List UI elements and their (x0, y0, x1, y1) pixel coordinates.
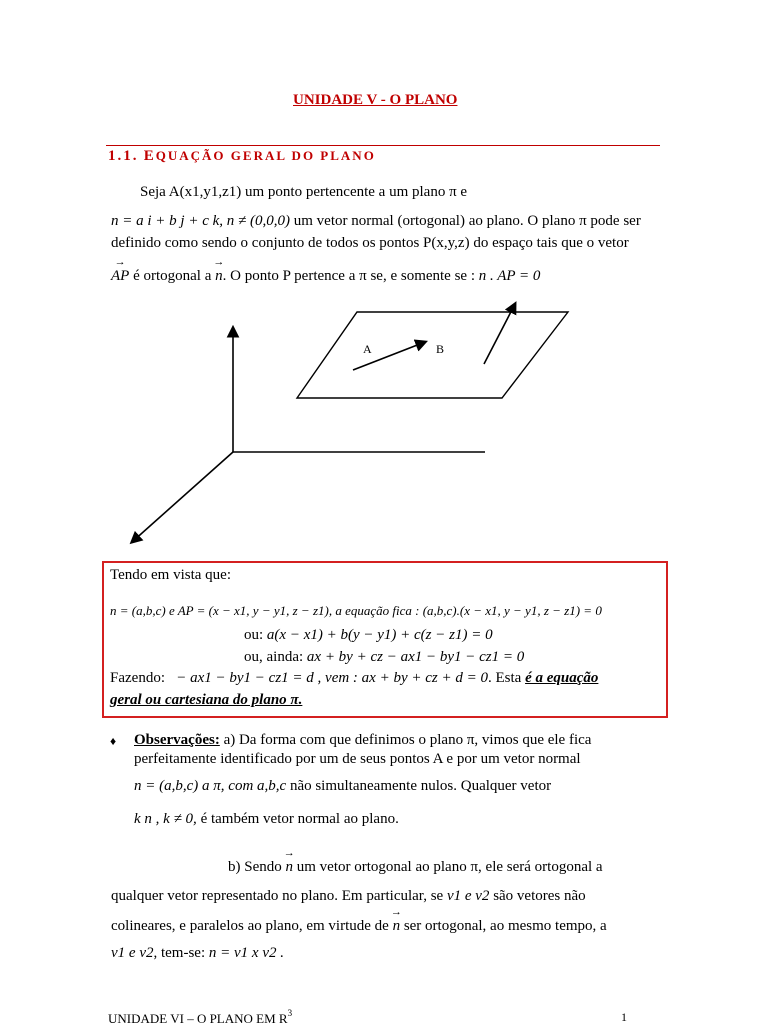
vector-n: → n (215, 268, 223, 285)
page-number: 1 (621, 1010, 627, 1024)
box-line-1: Tendo em vista que: (110, 567, 232, 583)
box-line-3-label: ou: (244, 627, 264, 643)
obs-a-line-4-math: k n , k ≠ 0, (134, 811, 197, 827)
obs-a-line-4-text: é também vetor normal ao plano. (200, 811, 399, 827)
obs-b-line-4 (111, 945, 284, 962)
obs-b-line-1-a: b) Sendo (228, 859, 282, 875)
normal-vector-def: n = a i + b j + c k, n ≠ (0,0,0) (111, 213, 290, 229)
obs-b-line-3-b: ser ortogonal, ao mesmo tempo, a (403, 918, 607, 934)
obs-b-line-2-a: qualquer vetor representado no plano. Em particular, se (111, 888, 444, 904)
obs-label: Observações: (134, 732, 220, 748)
section-rest: QUAÇÃO GERAL DO PLANO (155, 148, 376, 163)
obs-b-line-2-b: são vetores não (493, 888, 586, 904)
box-line-4-label: ou, ainda: (244, 649, 304, 665)
obs-b-line-3-a: colineares, e paralelos ao plano, em virtude de (111, 918, 389, 934)
dot-product-eq: n . AP = 0 (478, 268, 541, 284)
footer-left (108, 1008, 292, 1027)
obs-b-line-1-c: um vetor ortogonal ao plano π, ele será ortogonal a (296, 859, 603, 875)
x-axis (132, 452, 233, 542)
plane-figure (0, 290, 768, 550)
obs-b-line-3 (111, 918, 607, 935)
box-line-5 (110, 670, 598, 687)
vector-ap: → AP (111, 268, 129, 285)
box-line-5-eq: − ax1 − by1 − cz1 = d , vem : ax + by + cz + d = 0 (176, 670, 488, 686)
obs-b-line-2 (111, 888, 586, 905)
intro-line-1: Seja A(x1,y1,z1) um ponto pertencente a um plano π e (140, 184, 468, 200)
obs-a-line-2: perfeitamente identificado por um de seus pontos A e por um vetor normal (134, 751, 581, 767)
point-b-label: B (436, 342, 445, 356)
section-number: 1.1. (108, 148, 139, 164)
obs-b-line-1 (228, 859, 603, 876)
intro-line-2-text: um vetor normal (ortogonal) ao plano. O plano π pode ser (293, 213, 641, 229)
obs-bullet: ♦ (110, 734, 117, 748)
box-line-5-label: Fazendo: (110, 670, 165, 686)
box-line-6: geral ou cartesiana do plano π. (110, 692, 303, 708)
box-line-3 (244, 627, 493, 644)
intro-line-4 (111, 268, 540, 285)
obs-b-line-4-math2: n = v1 x v2 . (208, 945, 284, 961)
page-title: UNIDADE V - O PLANO (293, 92, 458, 108)
obs-a-line-4 (134, 811, 399, 828)
box-line-2: n = (a,b,c) e AP = (x − x1, y − y1, z − z1), a equação fica : (a,b,c).(x − x1, y − y1, z − z1) = 0 (110, 603, 602, 618)
obs-b-line-2-math: v1 e v2 (446, 888, 490, 904)
box-line-3-eq: a(x − x1) + b(y − y1) + c(z − z1) = 0 (266, 627, 493, 643)
intro-line-4-b: é ortogonal a (133, 268, 212, 284)
obs-a-line-3-text: não simultaneamente nulos. Qualquer vetor (289, 778, 552, 794)
section-cap: E (143, 148, 156, 164)
obs-a-line-1-text: a) Da forma com que definimos o plano π, vimos que ele fica (223, 732, 592, 748)
intro-line-3: definido como sendo o conjunto de todos os pontos P(x,y,z) do espaço tais que o vetor (111, 235, 629, 251)
obs-b-line-4-text: , tem-se: (153, 945, 206, 961)
obs-a-line-3 (134, 778, 551, 795)
obs-a-line-3-math: n = (a,b,c) a π, com a,b,c (134, 778, 287, 794)
obs-b-line-3-math: → n (393, 918, 401, 935)
box-line-4 (244, 649, 524, 666)
box-line-5-tail: . Esta (487, 670, 522, 686)
obs-a-line-1 (134, 732, 591, 749)
box-line-4-eq: ax + by + cz − ax1 − by1 − cz1 = 0 (306, 649, 525, 665)
point-a-label: A (363, 342, 372, 356)
obs-b-line-4-math1: v1 e v2 (111, 945, 154, 961)
obs-b-vector-n: → n (286, 859, 294, 876)
section-rule (106, 145, 660, 146)
plane-parallelogram (297, 312, 568, 398)
section-heading (108, 148, 376, 165)
footer-text: UNIDADE VI – O PLANO EM R (108, 1011, 288, 1026)
footer-sup: 3 (287, 1008, 293, 1018)
intro-line-4-d: . O ponto P pertence a π se, e somente se : (222, 268, 476, 284)
normal-arrow (484, 304, 515, 364)
intro-line-2 (111, 213, 641, 230)
box-line-5-bold: é a equação (525, 670, 599, 686)
